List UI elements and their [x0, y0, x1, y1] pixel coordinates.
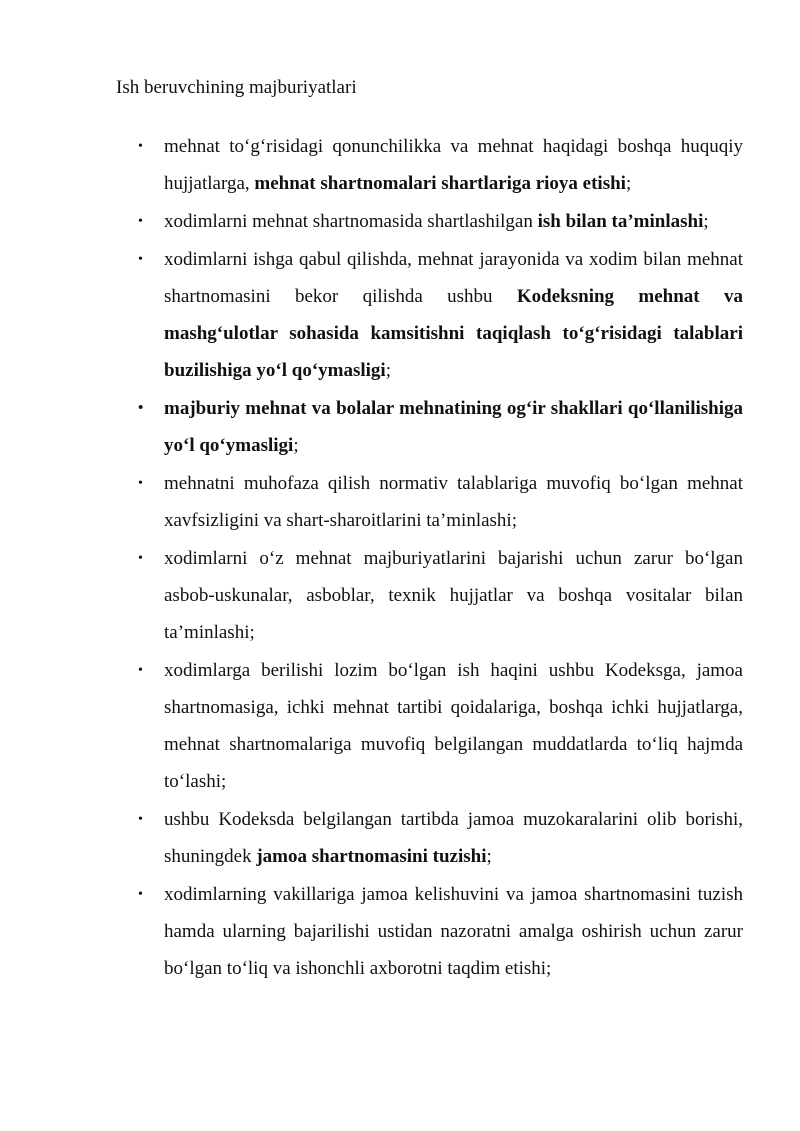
text-segment: xodimlarni mehnat shartnomasida shartlashilgan — [164, 211, 538, 232]
bold-text-segment: Kodeksning mehnat va mashg‘ulotlar sohasida kamsitishni taqiqlash to‘g‘risidagi talablari buzilishiga yo‘l qo‘ymasligi — [164, 286, 743, 381]
bullet-icon: • — [138, 551, 143, 566]
bold-text-segment: jamoa shartnomasini tuzishi — [256, 846, 487, 867]
text-segment: xodimlarni ishga qabul qilishda, mehnat jarayonida va xodim bilan mehnat shartnomasini bekor qilishda ushbu — [164, 249, 743, 307]
list-item — [0, 390, 800, 464]
duties-list — [0, 128, 800, 988]
text-segment: ; — [293, 435, 299, 456]
bullet-icon: • — [138, 139, 143, 154]
list-item — [0, 128, 800, 202]
bullet-icon: • — [138, 663, 143, 678]
text-segment: mehnatni muhofaza qilish normativ talablariga muvofiq bo‘lgan mehnat xavfsizligini va shart-sharoitlarini ta’minlashi; — [164, 473, 743, 531]
text-segment: ; — [625, 173, 632, 194]
bullet-icon: • — [138, 252, 143, 267]
text-segment: xodimlarga berilishi lozim bo‘lgan ish haqini ushbu Kodeksga, jamoa shartnomasiga, ichki mehnat tartibi qoidalariga, boshqa ichki hujjatlarga, mehnat shartnomalariga muvofiq belgilangan muddatlarda to‘liq hajmda to‘lashi; — [164, 660, 743, 792]
bold-text-segment: majburiy mehnat va bolalar mehnatining og‘ir shakllari qo‘llanilishiga yo‘l qo‘ymasligi — [164, 398, 743, 456]
text-segment: ushbu Kodeksda belgilangan tartibda jamoa muzokaralarini olib borishi, shuningdek — [164, 809, 743, 867]
document-heading: Ish beruvchining majburiyatlari — [116, 77, 357, 98]
text-segment: ; — [486, 846, 492, 867]
text-segment: xodimlarni o‘z mehnat majburiyatlarini bajarishi uchun zarur bo‘lgan asbob-uskunalar, asboblar, texnik hujjatlar va boshqa vositalar bilan ta’minlashi; — [164, 548, 743, 643]
list-item — [0, 652, 800, 800]
text-segment: xodimlarning vakillariga jamoa kelishuvini va jamoa shartnomasini tuzish hamda ularning bajarilishi ustidan nazoratni amalga oshirish uchun zarur bo‘lgan to‘liq va ishonchli axborotni taqdim etishi; — [164, 884, 743, 979]
list-item — [0, 465, 800, 539]
list-item — [0, 876, 800, 987]
bullet-icon: • — [138, 812, 143, 827]
bullet-icon: • — [138, 887, 143, 902]
list-item — [0, 241, 800, 389]
list-item — [0, 801, 800, 875]
list-item — [0, 540, 800, 651]
list-item — [0, 203, 800, 240]
bold-text-segment: ish bilan ta’minlashi — [537, 211, 704, 232]
bullet-icon: • — [138, 476, 143, 491]
bullet-icon: • — [138, 400, 144, 416]
text-segment: ; — [703, 211, 709, 232]
bold-text-segment: mehnat shartnomalari shartlariga rioya etishi — [254, 173, 626, 194]
text-segment: mehnat to‘g‘risidagi qonunchilikka va mehnat haqidagi boshqa huquqiy hujjatlarga, — [164, 136, 743, 194]
text-segment: ; — [385, 360, 391, 381]
bullet-icon: • — [138, 214, 143, 229]
